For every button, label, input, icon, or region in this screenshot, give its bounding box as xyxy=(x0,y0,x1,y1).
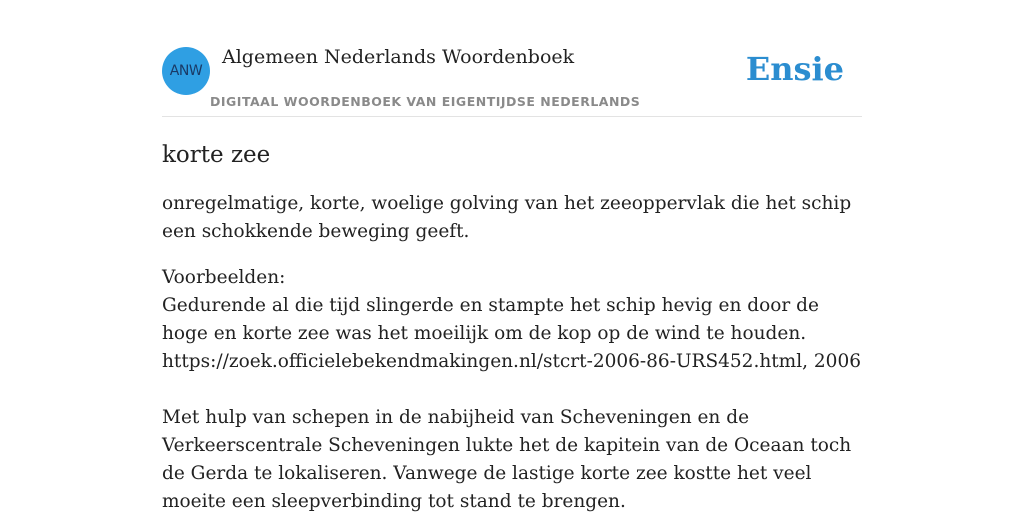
anw-logo[interactable]: ANW xyxy=(162,47,210,95)
example-source: https://zoek.officielebekendmakingen.nl/stcrt-2006-86-URS452.html, 2006 xyxy=(162,351,861,372)
site-subtitle: DIGITAAL WOORDENBOEK VAN EIGENTIJDSE NEDERLANDS xyxy=(210,94,641,109)
site-title[interactable]: Algemeen Nederlands Woordenboek xyxy=(222,46,575,68)
example-item xyxy=(162,404,862,512)
entry-content xyxy=(162,138,862,512)
definition: onregelmatige, korte, woelige golving van het zeeoppervlak die het schip een schokkende beweging geeft. xyxy=(162,193,852,242)
headword: korte zee xyxy=(162,142,271,168)
example-item xyxy=(162,292,862,376)
example-text: Met hulp van schepen in de nabijheid van Scheveningen en de Verkeerscentrale Scheveningen lukte het de kapitein van de Oceaan toch de Gerda te lokaliseren. Vanwege de lastige korte zee kostte het veel moeite een sleepverbinding tot stand te brengen. xyxy=(162,407,852,512)
examples-label: Voorbeelden: xyxy=(162,267,286,288)
site-header xyxy=(162,40,862,117)
ensie-brand-logo[interactable]: Ensie xyxy=(745,50,844,88)
example-text: Gedurende al die tijd slingerde en stampte het schip hevig en door de hoge en korte zee was het moeilijk om de kop op de wind te houden. xyxy=(162,295,819,344)
